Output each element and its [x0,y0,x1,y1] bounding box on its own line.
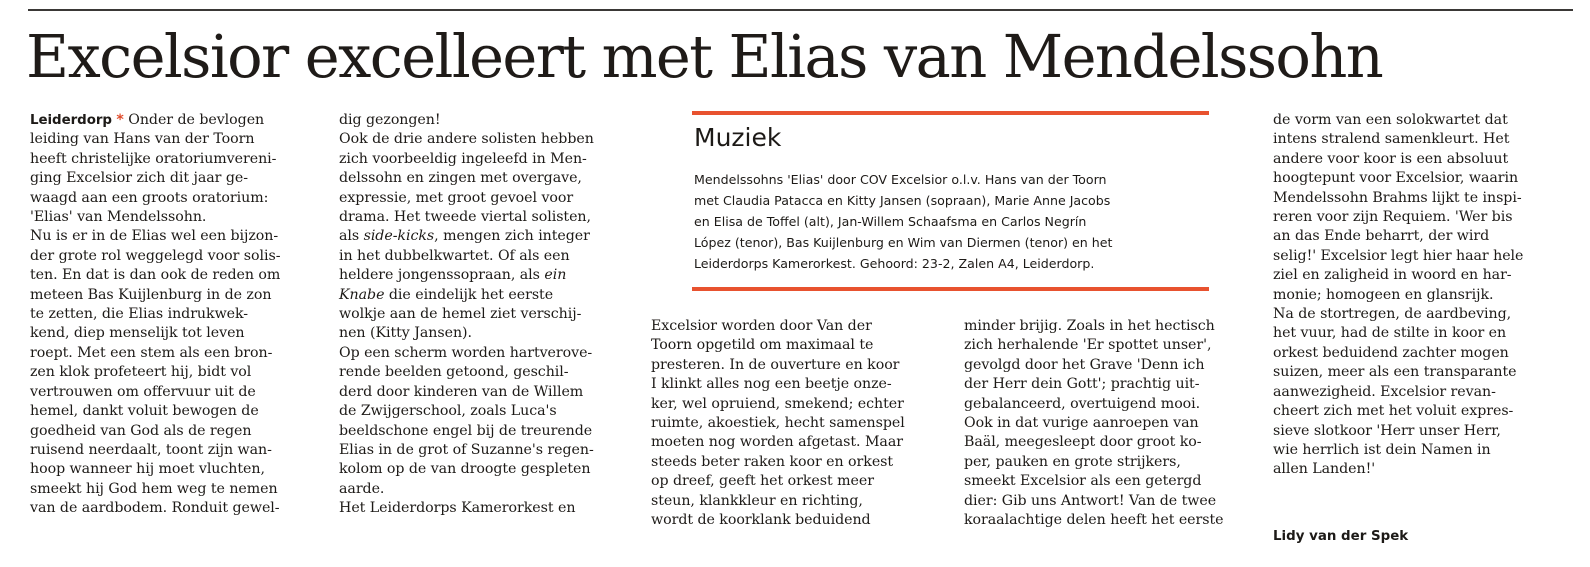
article-line: delssohn en zingen met overgave, [339,170,582,187]
article-line: kend, diep menselijk tot leven [30,325,245,342]
article-line: I klinkt alles nog een beetje onze- [651,376,892,393]
italic-term: Knabe [339,286,385,303]
article-line: heldere jongenssopraan, als ein [339,267,567,284]
article-line: minder brijig. Zoals in het hectisch [964,318,1215,334]
article-line: dig gezongen! [339,112,441,128]
article-line: Ook in dat vurige aanroepen van [964,415,1199,432]
article-line: dier: Gib uns Antwort! Van de twee [964,492,1217,509]
article-line: Toorn opgetild om maximaal te [651,337,874,354]
info-box [692,111,1209,294]
article-line: moeten nog worden afgetast. Maar [651,434,903,451]
article-line: selig!' Excelsior legt hier haar hele [1273,247,1524,264]
article-line: reren voor zijn Requiem. 'Wer bis [1273,209,1513,226]
article-column-4 [964,317,1224,530]
top-rule [28,9,1573,11]
article-line: Excelsior worden door Van der [651,318,872,334]
article-line: goedheid van God als de regen [30,422,252,439]
article-line: andere voor koor is een absoluut [1273,150,1509,167]
article-line: hemel, dankt voluit bewogen de [30,403,259,420]
article-line: ruimte, akoestiek, hecht samenspel [651,415,905,432]
article-line: te zetten, die Elias indrukwek- [30,306,249,323]
article-line: an das Ende beharrt, der wird [1273,228,1490,245]
info-box-line: Mendelssohns 'Elias' door COV Excelsior o.l.v. Hans van der Toorn [694,172,1107,187]
article-line: smeekt Excelsior als een getergd [964,473,1202,490]
article-line: van de aardbodem. Ronduit gewel- [30,500,280,517]
article-line: suizen, meer als een transparante [1273,364,1517,381]
article-line: kolom op de van droogte gespleten [339,461,591,478]
article-line: Ook de drie andere solisten hebben [339,131,594,148]
info-box-line: López (tenor), Bas Kuijlenburg en Wim van Diermen (tenor) en het [694,235,1113,251]
article-line: nen (Kitty Jansen). [339,325,472,342]
article-line: ten. En dat is dan ook de reden om [30,267,281,284]
article-line: Mendelssohn Brahms lijkt te inspi- [1273,189,1522,206]
article-line: ging Excelsior zich dit jaar ge- [30,170,248,187]
article-column-5 [1273,111,1523,480]
article-line: koraalachtige delen heeft het eerste [964,512,1224,529]
article-line: aarde. [339,480,385,497]
article-line: aanwezigheid. Excelsior revan- [1273,383,1496,400]
article-line: Elias in de grot of Suzanne's regen- [339,441,594,458]
author-signature: Lidy van der Spek [1273,529,1409,544]
article-line: op dreef, geeft het orkest meer [651,473,874,490]
article-line: zich voorbeeldig ingeleefd in Men- [339,150,587,167]
article-line: zen klok profeteert hij, bidt vol [30,364,252,381]
italic-term: ein [544,267,567,284]
info-box-bottom-rule [692,287,1209,291]
article-line: monie; homogeen en glansrijk. [1273,286,1494,303]
article-line: steun, klankkleur en richting, [651,492,863,509]
article-line: orkest beduidend zachter mogen [1273,344,1509,361]
article-line: leiding van Hans van der Toorn [30,131,255,148]
article-column-2 [339,111,594,519]
info-box-line: Leiderdorps Kamerorkest. Gehoord: 23-2, Zalen A4, Leiderdorp. [694,256,1095,272]
article-line: der Herr dein Gott'; prachtig uit- [964,376,1200,393]
article-line: sieve slotkoor 'Herr unser Herr, [1273,422,1501,439]
article-line: het vuur, had de stilte in koor en [1273,325,1507,342]
article-line: presteren. In de ouverture en koor [651,356,900,373]
article-line: hoogtepunt voor Excelsior, waarin [1273,170,1519,187]
article-line: ruisend neerdaalt, toont zijn wan- [30,441,272,458]
article-line: Leiderdorp * Onder de bevlogen [30,112,265,128]
article-line: allen Landen!' [1273,461,1376,478]
article-line: drama. Het tweede viertal solisten, [339,209,591,226]
article-line: beeldschone engel bij de treurende [339,422,593,439]
dateline: Leiderdorp [30,113,112,128]
article-line: steeds beter raken koor en orkest [651,453,894,470]
info-box-line: met Claudia Patacca en Kitty Jansen (sopraan), Marie Anne Jacobs [694,193,1111,209]
article-line: Op een scherm worden hartverove- [339,344,593,361]
article-column-3 [651,317,905,530]
article-line: als side-kicks, mengen zich integer [339,228,590,245]
info-box-body [694,169,1209,274]
info-box-top-rule [692,111,1209,115]
article-line: roept. Met een stem als een bron- [30,344,273,361]
headline: Excelsior excelleert met Elias van Mendelssohn [26,22,1383,91]
article-line: de vorm van een solokwartet dat [1273,112,1508,128]
article-line: heeft christelijke oratoriumvereni- [30,150,277,167]
article-column-1 [30,111,280,519]
article-line: smeekt hij God hem weg te nemen [30,480,278,497]
info-box-line: en Elisa de Toffel (alt), Jan-Willem Schaafsma en Carlos Negrín [694,214,1087,230]
article-line: Nu is er in de Elias wel een bijzon- [30,228,279,245]
article-line: waagd aan een groots oratorium: [30,189,269,206]
article-line: wie herrlich ist dein Namen in [1273,441,1491,458]
article-line: gevolgd door het Grave 'Denn ich [964,356,1205,373]
article-line: vertrouwen om offervuur uit de [30,383,256,400]
article-line: Na de stortregen, de aardbeving, [1273,306,1512,323]
article-line: Knabe die eindelijk het eerste [339,286,554,303]
article-line: de Zwijgerschool, zoals Luca's [339,403,557,420]
article-line: in het dubbelkwartet. Of als een [339,247,570,264]
article-line: rende beelden getoond, geschil- [339,364,569,381]
article-line: expressie, met groot gevoel voor [339,189,574,206]
article-line: intens stralend samenkleurt. Het [1273,131,1510,148]
article-line: Baäl, meegesleept door groot ko- [964,434,1202,451]
info-box-title: Muziek [694,123,782,152]
dateline-star-icon: * [116,112,124,128]
article-line: Het Leiderdorps Kamerorkest en [339,500,576,517]
article-line: meteen Bas Kuijlenburg in de zon [30,286,272,303]
article-line: ker, wel opruiend, smekend; echter [651,395,904,412]
article-line: hoop wanneer hij moet vluchten, [30,461,265,478]
article-line: ziel en zaligheid in woord en har- [1273,267,1512,284]
article-line: derd door kinderen van de Willem [339,383,584,400]
article-line: wordt de koorklank beduidend [651,512,871,529]
article-line: gebalanceerd, overtuigend mooi. [964,395,1201,412]
italic-term: side-kicks [363,228,435,245]
article-line: per, pauken en grote strijkers, [964,453,1181,470]
article-line: 'Elias' van Mendelssohn. [30,209,207,226]
article-line: der grote rol weggelegd voor solis- [30,247,281,264]
article-line: zich herhalende 'Er spottet unser', [964,337,1212,354]
article-line: cheert zich met het voluit expres- [1273,403,1514,420]
article-line: wolkje aan de hemel ziet verschij- [339,306,582,323]
